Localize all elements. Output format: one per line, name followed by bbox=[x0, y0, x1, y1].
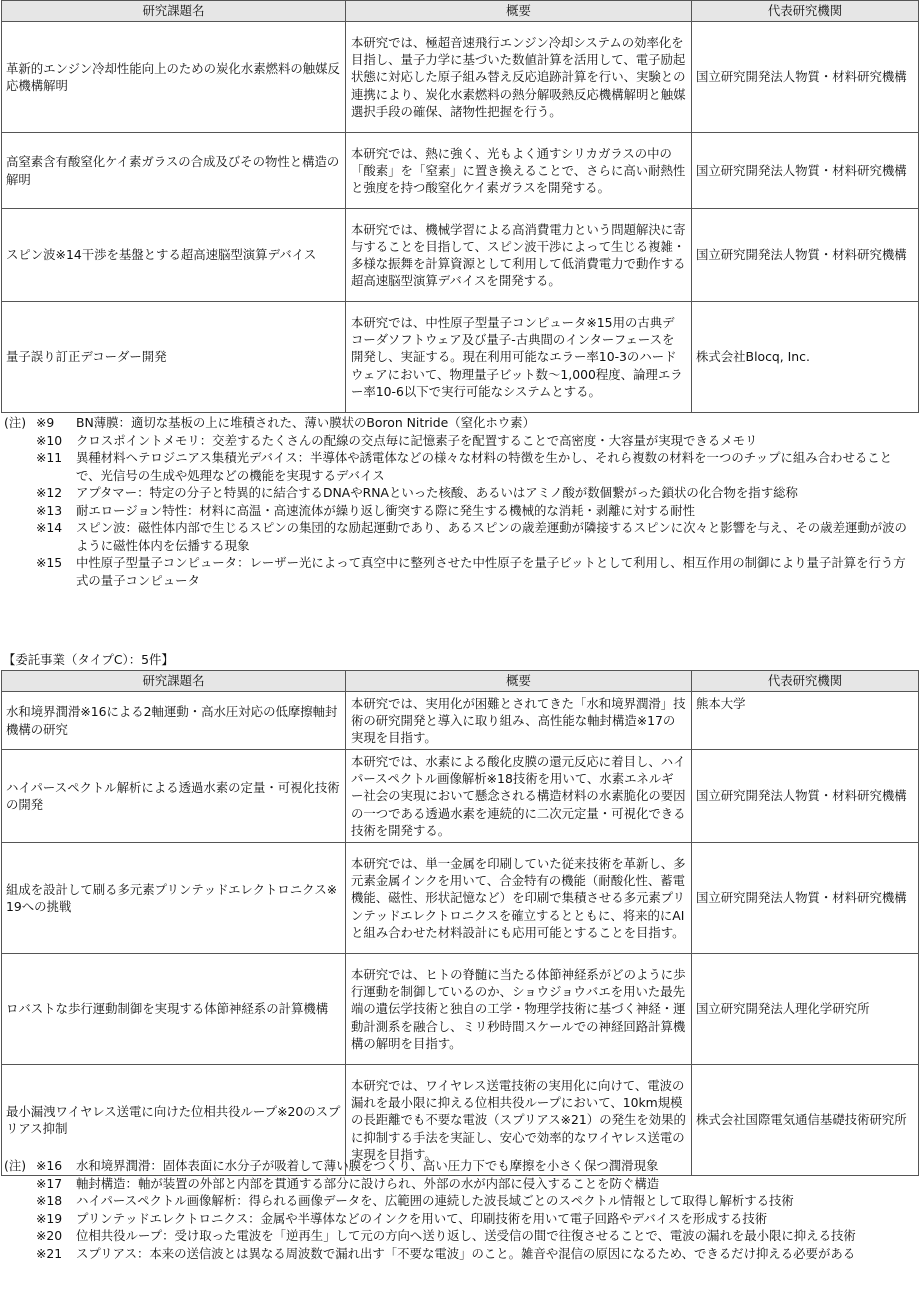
note-text: アプタマー：特定の分子と特異的に結合するDNAやRNAといった核酸、あるいはアミノ酸が数個繋がった鎖状の化合物を指す総称 bbox=[76, 485, 798, 500]
row-summary: 本研究では、単一金属を印刷していた従来技術を革新し、多元素金属インクを用いて、合金特有の機能（耐酸化性、蓄電機能、磁性、形状記憶など）を印刷で集積させる多元素プリンテッドエレクトロニクスを確立するとともに、将来的にAIと組み合わせた材料設計にも応用可能とすることを目指す。 bbox=[346, 843, 692, 954]
note-mark: ※21 bbox=[36, 1245, 63, 1261]
footnote bbox=[4, 1227, 916, 1245]
row-org: 株式会社国際電気通信基礎技術研究所 bbox=[692, 1065, 919, 1176]
row-summary: 本研究では、中性原子型量子コンピュータ※15用の古典デコーダソフトウェア及び量子-古典間のインターフェースを開発し、実証する。現在利用可能なエラー率10-3のハードウェアにおいて、物理量子ビット数〜1,000程度、論理エラー率10-6以下で実行可能なシステムとする。 bbox=[346, 302, 692, 413]
table-row bbox=[2, 302, 919, 413]
table-row bbox=[2, 133, 919, 209]
table-row bbox=[2, 750, 919, 843]
header-summary: 概要 bbox=[346, 1, 692, 22]
table-row bbox=[2, 692, 919, 750]
table-row bbox=[2, 209, 919, 302]
note-text: クロスポイントメモリ：交差するたくさんの配線の交点毎に記憶素子を配置することで高密度・大容量が実現できるメモリ bbox=[76, 432, 758, 448]
note-text: 異種材料ヘテロジニアス集積光デバイス：半導体や誘電体などの様々な材料の特徴を生かし、それら複数の材料を一つのチップに組み合わせることで、光信号の生成や処理などの機能を実現するデバイス bbox=[76, 450, 893, 483]
note-text: 軸封構造：軸が装置の外部と内部を貫通する部分に設けられ、外部の水が内部に侵入することを防ぐ構造 bbox=[76, 1175, 660, 1191]
footnote bbox=[4, 502, 916, 520]
footnote bbox=[4, 1175, 916, 1193]
table-row bbox=[2, 843, 919, 954]
note-text: 中性原子型量子コンピュータ：レーザー光によって真空中に整列させた中性原子を量子ビットとして利用し、相互作用の制御により量子計算を行う方式の量子コンピュータ bbox=[76, 555, 906, 588]
note-text: スピン波：磁性体内部で生じるスピンの集団的な励起運動であり、あるスピンの歳差運動が隣接するスピンに次々と影響を与え、その歳差運動が波のように磁性体内を伝播する現象 bbox=[76, 520, 907, 553]
row-title: 組成を設計して刷る多元素プリンテッドエレクトロニクス※19への挑戦 bbox=[2, 843, 346, 954]
row-summary: 本研究では、ワイヤレス送電技術の実用化に向けて、電波の漏れを最小限に抑える位相共役ループにおいて、10km規模の長距離でも不要な電波（スプリアス※21）の発生を効果的に抑制する手法を実証し、安心で効率的なワイヤレス送電の実現を目指す。 bbox=[346, 1065, 692, 1176]
note-prefix: (注) bbox=[4, 1158, 27, 1173]
footnote bbox=[4, 1245, 916, 1263]
row-summary: 本研究では、熱に強く、光もよく通すシリカガラスの中の「酸素」を「窒素」に置き換えることで、さらに高い耐熱性と強度を持つ酸窒化ケイ素ガラスを開発する。 bbox=[346, 133, 692, 209]
note-mark: ※11 bbox=[36, 450, 63, 465]
row-title: 最小漏洩ワイヤレス送電に向けた位相共役ループ※20のスプリアス抑制 bbox=[2, 1065, 346, 1176]
row-title: ロバストな歩行運動制御を実現する体節神経系の計算機構 bbox=[2, 954, 346, 1065]
footnote bbox=[4, 1210, 916, 1228]
note-mark: ※15 bbox=[36, 555, 63, 570]
row-title: ハイパースペクトル解析による透過水素の定量・可視化技術の開発 bbox=[2, 750, 346, 843]
row-summary: 本研究では、実用化が困難とされてきた「水和境界潤滑」技術の研究開発と導入に取り組み、高性能な軸封構造※17の実現を目指す。 bbox=[346, 692, 692, 750]
note-mark: ※9 bbox=[36, 415, 55, 430]
note-mark: ※14 bbox=[36, 520, 63, 535]
header-title: 研究課題名 bbox=[2, 1, 346, 22]
note-mark: ※10 bbox=[36, 432, 63, 448]
row-org: 国立研究開発法人物質・材料研究機構 bbox=[692, 22, 919, 133]
footnote bbox=[4, 484, 916, 502]
note-text: プリンテッドエレクトロニクス：金属や半導体などのインクを用いて、印刷技術を用いて電子回路やデバイスを形成する技術 bbox=[76, 1210, 768, 1226]
research-table-2 bbox=[1, 670, 919, 1176]
note-mark: ※19 bbox=[36, 1210, 63, 1226]
header-org: 代表研究機関 bbox=[692, 671, 919, 692]
footnote bbox=[4, 1192, 916, 1210]
row-org: 国立研究開発法人物質・材料研究機構 bbox=[692, 750, 919, 843]
row-summary: 本研究では、機械学習による高消費電力という問題解決に寄与することを目指して、スピン波干渉によって生じる複雑・多様な振舞を計算資源として利用して低消費電力で動作する超高速脳型演算デバイスを開発する。 bbox=[346, 209, 692, 302]
footnote bbox=[4, 414, 916, 432]
research-table-1 bbox=[1, 0, 919, 413]
note-text: スプリアス：本来の送信波とは異なる周波数で漏れ出す「不要な電波」のこと。雑音や混信の原因になるため、できるだけ抑える必要がある bbox=[76, 1245, 856, 1261]
note-text: 水和境界潤滑：固体表面に水分子が吸着して薄い膜をつくり、高い圧力下でも摩擦を小さく保つ潤滑現象 bbox=[76, 1158, 659, 1173]
row-org: 株式会社Blocq, Inc. bbox=[692, 302, 919, 413]
footnotes-1 bbox=[4, 414, 916, 589]
note-prefix: (注) bbox=[4, 415, 27, 430]
header-org: 代表研究機関 bbox=[692, 1, 919, 22]
note-text: BN薄膜：適切な基板の上に堆積された、薄い膜状のBoron Nitride（窒化ホウ素） bbox=[76, 415, 535, 430]
note-mark: ※18 bbox=[36, 1193, 63, 1208]
row-title: 革新的エンジン冷却性能向上のための炭化水素燃料の触媒反応機構解明 bbox=[2, 22, 346, 133]
note-mark: ※16 bbox=[36, 1158, 63, 1173]
note-mark: ※20 bbox=[36, 1228, 63, 1243]
note-text: ハイパースペクトル画像解析：得られる画像データを、広範囲の連続した波長域ごとのスペクトル情報として取得し解析する技術 bbox=[76, 1193, 794, 1208]
row-org: 国立研究開発法人物質・材料研究機構 bbox=[692, 133, 919, 209]
note-text: 耐エロージョン特性：材料に高温・高速流体が繰り返し衝突する際に発生する機械的な消耗・剥離に対する耐性 bbox=[76, 502, 696, 518]
row-org: 国立研究開発法人理化学研究所 bbox=[692, 954, 919, 1065]
row-title: 水和境界潤滑※16による2軸運動・高水圧対応の低摩擦軸封機構の研究 bbox=[2, 692, 346, 750]
header-title: 研究課題名 bbox=[2, 671, 346, 692]
row-summary: 本研究では、水素による酸化皮膜の還元反応に着目し、ハイパースペクトル画像解析※18技術を用いて、水素エネルギー社会の実現において懸念される構造材料の水素脆化の要因の一つである透過水素を連続的に二次元定量・可視化できる技術を開発する。 bbox=[346, 750, 692, 843]
footnote bbox=[4, 1157, 916, 1175]
row-summary: 本研究では、極超音速飛行エンジン冷却システムの効率化を目指し、量子力学に基づいた数値計算を活用して、電子励起状態に対応した原子組み替え反応追跡計算を行い、実験との連携により、炭化水素燃料の熱分解吸熱反応機構解明と触媒選択手段の確保、諸物性把握を行う。 bbox=[346, 22, 692, 133]
row-org: 国立研究開発法人物質・材料研究機構 bbox=[692, 843, 919, 954]
row-org: 国立研究開発法人物質・材料研究機構 bbox=[692, 209, 919, 302]
footnote bbox=[4, 554, 916, 589]
footnote bbox=[4, 432, 916, 450]
footnote bbox=[4, 519, 916, 554]
table-row bbox=[2, 22, 919, 133]
note-text: 位相共役ループ：受け取った電波を「逆再生」して元の方向へ送り返し、送受信の間で往復させることで、電波の漏れを最小限に抑える技術 bbox=[76, 1228, 856, 1243]
table-header-row bbox=[2, 1, 919, 22]
header-summary: 概要 bbox=[346, 671, 692, 692]
footnote bbox=[4, 449, 916, 484]
table-header-row bbox=[2, 671, 919, 692]
row-summary: 本研究では、ヒトの脊髄に当たる体節神経系がどのように歩行運動を制御しているのか、ショウジョウバエを用いた最先端の遺伝学技術と独自の工学・物理学技術に基づく神経・運動計測系を融合し、ミリ秒時間スケールでの神経回路計算機構の解明を目指す。 bbox=[346, 954, 692, 1065]
row-title: 量子誤り訂正デコーダー開発 bbox=[2, 302, 346, 413]
note-mark: ※12 bbox=[36, 485, 63, 500]
note-mark: ※17 bbox=[36, 1175, 63, 1191]
footnotes-2 bbox=[4, 1157, 916, 1262]
row-title: 高窒素含有酸窒化ケイ素ガラスの合成及びその物性と構造の解明 bbox=[2, 133, 346, 209]
note-mark: ※13 bbox=[36, 502, 63, 518]
table-row bbox=[2, 954, 919, 1065]
row-org: 熊本大学 bbox=[692, 692, 919, 750]
row-title: スピン波※14干渉を基盤とする超高速脳型演算デバイス bbox=[2, 209, 346, 302]
section-title: 【委託事業（タイプC）：5件】 bbox=[3, 652, 174, 667]
